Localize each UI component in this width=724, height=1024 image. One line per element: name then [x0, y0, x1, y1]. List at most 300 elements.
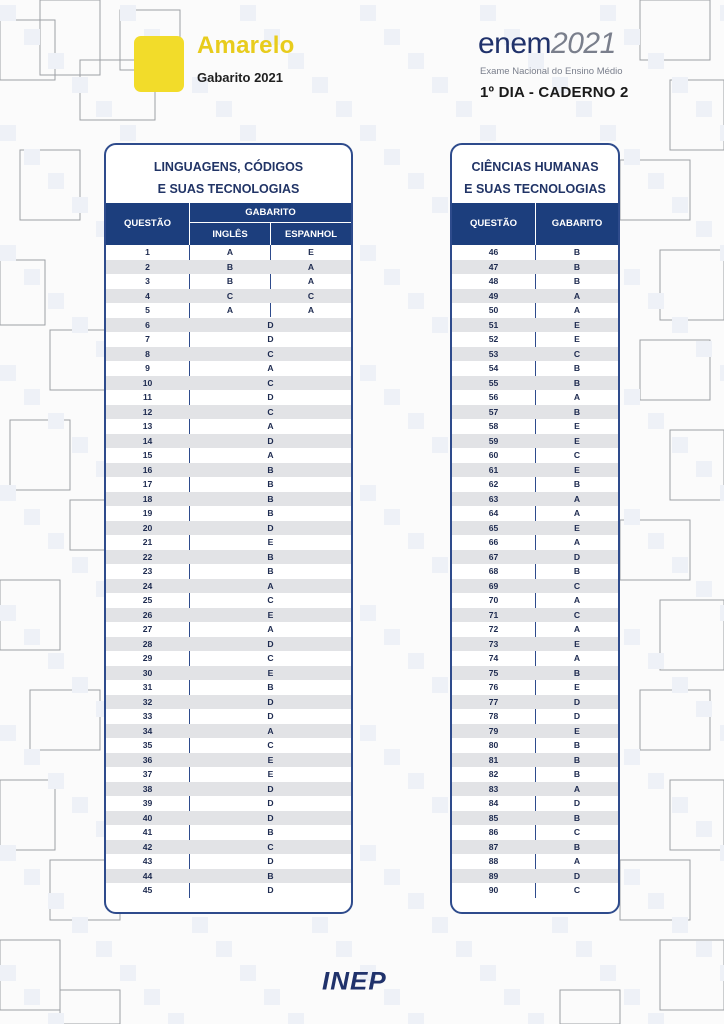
question-number: 47 — [488, 261, 499, 272]
answer-letter: B — [573, 841, 581, 852]
answer-letter: B — [267, 682, 274, 692]
question-number: 74 — [488, 653, 499, 663]
answer-letter: C — [573, 450, 581, 460]
answer-letter: C — [573, 885, 581, 895]
question-number: 69 — [488, 580, 499, 591]
logo-year: 2021 — [551, 27, 616, 60]
table-header — [106, 203, 351, 245]
answer-letter: C — [267, 595, 274, 605]
answer-letter: B — [573, 667, 581, 678]
answer-letter: E — [267, 754, 274, 765]
question-number: 37 — [142, 769, 153, 779]
table-row — [452, 245, 618, 260]
answer-letter: B — [267, 464, 274, 475]
answer-letter: A — [267, 421, 274, 431]
enem-logo — [478, 27, 616, 61]
table-row — [452, 289, 618, 304]
answer-letter: A — [573, 624, 581, 634]
answer-key-subtitle: Gabarito 2021 — [197, 70, 283, 85]
question-number: 6 — [145, 319, 150, 330]
question-number: 65 — [488, 522, 499, 533]
table-row — [106, 492, 351, 507]
table-row — [452, 260, 618, 275]
question-number: 48 — [488, 276, 499, 286]
question-number: 87 — [488, 841, 499, 852]
question-number: 31 — [142, 682, 153, 692]
english-answer: C — [226, 290, 234, 301]
header-divider — [270, 223, 271, 245]
answer-letter: E — [574, 522, 580, 533]
table-row — [106, 709, 351, 724]
table-row — [452, 593, 618, 608]
answer-letter: B — [573, 261, 581, 272]
table-row — [106, 883, 351, 898]
answer-letter: B — [573, 406, 581, 417]
table-row — [452, 854, 618, 869]
answer-letter: B — [267, 551, 274, 562]
booklet-label: CADERNO 2 — [538, 84, 629, 101]
answer-letter: B — [573, 754, 581, 765]
spanish-answer: C — [307, 290, 315, 301]
question-number: 86 — [488, 827, 499, 837]
question-number: 34 — [142, 725, 153, 736]
table-row — [452, 869, 618, 884]
answer-letter: B — [573, 479, 581, 489]
answer-letter: A — [573, 392, 581, 402]
question-number: 22 — [142, 551, 153, 562]
table-row — [106, 608, 351, 623]
panel-title — [452, 145, 618, 203]
table-row — [106, 506, 351, 521]
table-row — [452, 637, 618, 652]
question-number: 85 — [488, 812, 499, 823]
table-row — [106, 666, 351, 681]
question-number: 15 — [142, 450, 153, 460]
question-number: 14 — [142, 435, 153, 446]
question-number: 2 — [145, 261, 150, 272]
table-row — [452, 796, 618, 811]
table-row — [106, 724, 351, 739]
table-row — [452, 463, 618, 478]
table-row — [106, 521, 351, 536]
table-row — [106, 796, 351, 811]
label-separator: - — [528, 84, 535, 101]
question-number: 25 — [142, 595, 153, 605]
table-row — [452, 492, 618, 507]
question-number: 60 — [488, 450, 499, 460]
header-answer: GABARITO — [551, 218, 603, 229]
answer-letter: A — [267, 725, 274, 736]
table-row — [106, 579, 351, 594]
english-answer: B — [226, 261, 234, 272]
question-number: 21 — [142, 537, 153, 547]
answer-letter: B — [267, 508, 274, 518]
question-number: 66 — [488, 537, 499, 547]
question-number: 46 — [488, 247, 499, 257]
question-number: 32 — [142, 696, 153, 707]
answer-letter: D — [573, 696, 581, 707]
question-number: 52 — [488, 334, 499, 344]
question-number: 20 — [142, 522, 153, 533]
table-row — [106, 347, 351, 362]
question-number: 59 — [488, 435, 499, 446]
answer-letter: C — [267, 841, 274, 852]
header-spanish: ESPANHOL — [284, 229, 338, 240]
table-row — [106, 390, 351, 405]
question-number: 44 — [142, 870, 153, 881]
answer-letter: B — [573, 276, 581, 286]
question-number: 12 — [142, 406, 153, 417]
table-row — [106, 405, 351, 420]
answer-letter: D — [267, 885, 274, 895]
answer-letter: A — [573, 305, 581, 315]
panel-title — [106, 145, 351, 203]
table-row — [106, 695, 351, 710]
header-question: QUESTÃO — [124, 218, 171, 229]
table-row — [452, 361, 618, 376]
question-number: 17 — [142, 479, 153, 489]
question-number: 7 — [145, 334, 150, 344]
table-row — [452, 666, 618, 681]
title-line-1: LINGUAGENS, CÓDIGOS — [153, 160, 304, 174]
header-divider — [535, 203, 536, 245]
table-row — [106, 825, 351, 840]
table-row — [452, 318, 618, 333]
answer-letter: D — [267, 798, 274, 808]
table-row — [452, 550, 618, 565]
table-row — [452, 419, 618, 434]
answer-letter: D — [267, 711, 274, 721]
question-number: 29 — [142, 653, 153, 663]
color-swatch — [134, 36, 184, 92]
table-row — [452, 753, 618, 768]
question-number: 30 — [142, 667, 153, 678]
table-row — [106, 782, 351, 797]
title-line-2: E SUAS TECNOLOGIAS — [157, 182, 300, 196]
logo-tagline: Exame Nacional do Ensino Médio — [480, 66, 623, 77]
table-row — [106, 448, 351, 463]
table-row — [106, 811, 351, 826]
answer-letter: D — [267, 856, 274, 866]
table-row — [106, 245, 351, 260]
question-number: 70 — [488, 595, 499, 605]
answer-letter: E — [267, 609, 274, 620]
answer-letter: E — [574, 682, 580, 692]
answer-letter: D — [573, 551, 581, 562]
question-number: 45 — [142, 885, 153, 895]
spanish-answer: A — [307, 261, 315, 272]
question-number: 28 — [142, 638, 153, 649]
booklet-color-title: Amarelo — [197, 32, 295, 59]
table-row — [106, 651, 351, 666]
english-answer: A — [226, 247, 234, 257]
question-number: 84 — [488, 798, 499, 808]
question-number: 89 — [488, 870, 499, 881]
answer-letter: C — [573, 580, 581, 591]
question-number: 78 — [488, 711, 499, 721]
question-number: 71 — [488, 609, 499, 620]
answer-letter: C — [573, 609, 581, 620]
question-number: 67 — [488, 551, 499, 562]
answer-letter: A — [267, 363, 274, 373]
question-number: 90 — [488, 885, 499, 895]
spanish-answer: A — [307, 305, 315, 315]
question-number: 9 — [145, 363, 150, 373]
question-number: 18 — [142, 493, 153, 504]
question-number: 57 — [488, 406, 499, 417]
question-number: 79 — [488, 725, 499, 736]
table-row — [452, 347, 618, 362]
question-number: 64 — [488, 508, 499, 518]
answer-letter: D — [267, 812, 274, 823]
question-number: 38 — [142, 783, 153, 794]
question-number: 10 — [142, 377, 153, 388]
question-number: 54 — [488, 363, 499, 373]
answer-letter: B — [267, 566, 274, 576]
answer-letter: B — [267, 870, 274, 881]
question-number: 73 — [488, 638, 499, 649]
question-number: 77 — [488, 696, 499, 707]
title-line-1: CIÊNCIAS HUMANAS — [471, 160, 599, 174]
header-answer: GABARITO — [245, 207, 296, 218]
table-row — [452, 825, 618, 840]
table-row — [452, 579, 618, 594]
table-row — [106, 622, 351, 637]
table-row — [452, 535, 618, 550]
question-number: 53 — [488, 348, 499, 359]
answer-letter: A — [267, 624, 274, 634]
logo-word: enem — [478, 27, 552, 60]
question-number: 3 — [145, 276, 150, 286]
table-row — [106, 419, 351, 434]
table-row — [452, 390, 618, 405]
table-row — [452, 521, 618, 536]
question-number: 27 — [142, 624, 153, 634]
answer-letter: D — [267, 319, 274, 330]
answer-letter: E — [574, 334, 580, 344]
question-number: 49 — [488, 290, 499, 301]
answer-letter: C — [267, 740, 274, 750]
question-number: 72 — [488, 624, 499, 634]
answer-letter: C — [267, 348, 274, 359]
day-booklet-label — [480, 84, 629, 101]
answer-letter: A — [267, 580, 274, 591]
table-body — [106, 245, 351, 898]
question-number: 19 — [142, 508, 153, 518]
table-row — [452, 767, 618, 782]
answer-letter: C — [573, 827, 581, 837]
table-row — [106, 332, 351, 347]
answer-letter: D — [267, 334, 274, 344]
table-row — [452, 506, 618, 521]
answer-letter: D — [267, 783, 274, 794]
answer-letter: A — [573, 783, 581, 794]
table-row — [106, 318, 351, 333]
english-answer: A — [226, 305, 234, 315]
answer-letter: E — [574, 319, 580, 330]
answer-letter: D — [267, 435, 274, 446]
answer-letter: D — [267, 522, 274, 533]
table-row — [106, 753, 351, 768]
question-number: 63 — [488, 493, 499, 504]
table-row — [106, 477, 351, 492]
answer-letter: B — [573, 812, 581, 823]
question-number: 33 — [142, 711, 153, 721]
question-number: 1 — [145, 247, 150, 257]
question-number: 58 — [488, 421, 499, 431]
question-number: 36 — [142, 754, 153, 765]
question-number: 13 — [142, 421, 153, 431]
answer-letter: D — [573, 711, 581, 721]
answer-letter: B — [573, 377, 581, 388]
table-row — [452, 608, 618, 623]
table-row — [106, 680, 351, 695]
answer-letter: A — [267, 450, 274, 460]
answer-letter: A — [573, 290, 581, 301]
table-row — [452, 782, 618, 797]
answer-letter: E — [574, 435, 580, 446]
title-line-2: E SUAS TECNOLOGIAS — [464, 182, 606, 196]
question-number: 56 — [488, 392, 499, 402]
table-row — [106, 361, 351, 376]
question-number: 61 — [488, 464, 499, 475]
answer-letter: B — [267, 479, 274, 489]
table-row — [452, 680, 618, 695]
table-row — [452, 622, 618, 637]
table-row — [106, 463, 351, 478]
answer-letter: B — [573, 247, 581, 257]
table-row — [106, 260, 351, 275]
answer-letter: D — [267, 696, 274, 707]
inep-logo: INEP — [322, 966, 387, 996]
answer-letter: D — [267, 392, 274, 402]
answer-letter: C — [267, 406, 274, 417]
question-number: 75 — [488, 667, 499, 678]
question-number: 41 — [142, 827, 153, 837]
languages-answer-table — [104, 143, 353, 914]
header-english: INGLÊS — [212, 229, 248, 240]
question-number: 43 — [142, 856, 153, 866]
question-number: 62 — [488, 479, 499, 489]
table-row — [452, 274, 618, 289]
answer-letter: B — [267, 493, 274, 504]
table-row — [452, 405, 618, 420]
table-row — [452, 303, 618, 318]
answer-letter: C — [267, 377, 274, 388]
answer-letter: A — [573, 493, 581, 504]
table-row — [106, 767, 351, 782]
answer-letter: E — [574, 464, 580, 475]
table-row — [452, 738, 618, 753]
answer-letter: A — [573, 508, 581, 518]
table-row — [452, 448, 618, 463]
question-number: 76 — [488, 682, 499, 692]
answer-letter: E — [267, 537, 274, 547]
question-number: 23 — [142, 566, 153, 576]
table-row — [106, 550, 351, 565]
table-row — [106, 434, 351, 449]
question-number: 55 — [488, 377, 499, 388]
question-number: 83 — [488, 783, 499, 794]
answer-letter: B — [573, 769, 581, 779]
question-number: 42 — [142, 841, 153, 852]
question-number: 40 — [142, 812, 153, 823]
answer-letter: D — [267, 638, 274, 649]
question-number: 39 — [142, 798, 153, 808]
table-row — [452, 811, 618, 826]
answer-letter: E — [574, 421, 580, 431]
humanities-answer-table — [450, 143, 620, 914]
table-row — [452, 883, 618, 898]
table-row — [106, 593, 351, 608]
question-number: 81 — [488, 754, 499, 765]
table-row — [106, 637, 351, 652]
question-number: 8 — [145, 348, 150, 359]
answer-letter: E — [574, 638, 580, 649]
answer-letter: E — [267, 667, 274, 678]
table-row — [106, 564, 351, 579]
table-row — [452, 840, 618, 855]
question-number: 11 — [142, 392, 153, 402]
table-row — [106, 303, 351, 318]
table-row — [452, 724, 618, 739]
table-row — [106, 274, 351, 289]
answer-letter: B — [267, 827, 274, 837]
question-number: 88 — [488, 856, 499, 866]
header-question: QUESTÃO — [470, 218, 517, 229]
spanish-answer: E — [308, 247, 314, 257]
answer-letter: A — [573, 595, 581, 605]
table-row — [452, 477, 618, 492]
answer-letter: B — [573, 566, 581, 576]
question-number: 16 — [142, 464, 153, 475]
answer-letter: A — [573, 653, 581, 663]
answer-letter: B — [573, 740, 581, 750]
day-label: 1º DIA — [480, 84, 525, 101]
answer-letter: C — [267, 653, 274, 663]
table-row — [452, 376, 618, 391]
header-divider — [189, 203, 190, 245]
table-row — [452, 709, 618, 724]
table-row — [452, 564, 618, 579]
table-row — [452, 434, 618, 449]
question-number: 82 — [488, 769, 499, 779]
question-number: 51 — [488, 319, 499, 330]
answer-letter: C — [573, 348, 581, 359]
answer-letter: A — [573, 537, 581, 547]
answer-letter: A — [573, 856, 581, 866]
table-row — [106, 376, 351, 391]
answer-letter: E — [574, 725, 580, 736]
question-number: 68 — [488, 566, 499, 576]
question-number: 5 — [145, 305, 150, 315]
table-row — [106, 738, 351, 753]
question-number: 50 — [488, 305, 499, 315]
question-number: 26 — [142, 609, 153, 620]
table-header — [452, 203, 618, 245]
table-body — [452, 245, 618, 898]
table-row — [106, 289, 351, 304]
question-number: 80 — [488, 740, 499, 750]
answer-letter: E — [267, 769, 274, 779]
question-number: 4 — [145, 290, 150, 301]
table-row — [452, 651, 618, 666]
table-row — [452, 695, 618, 710]
answer-letter: D — [573, 870, 581, 881]
answer-letter: B — [573, 363, 581, 373]
question-number: 35 — [142, 740, 153, 750]
table-row — [106, 854, 351, 869]
